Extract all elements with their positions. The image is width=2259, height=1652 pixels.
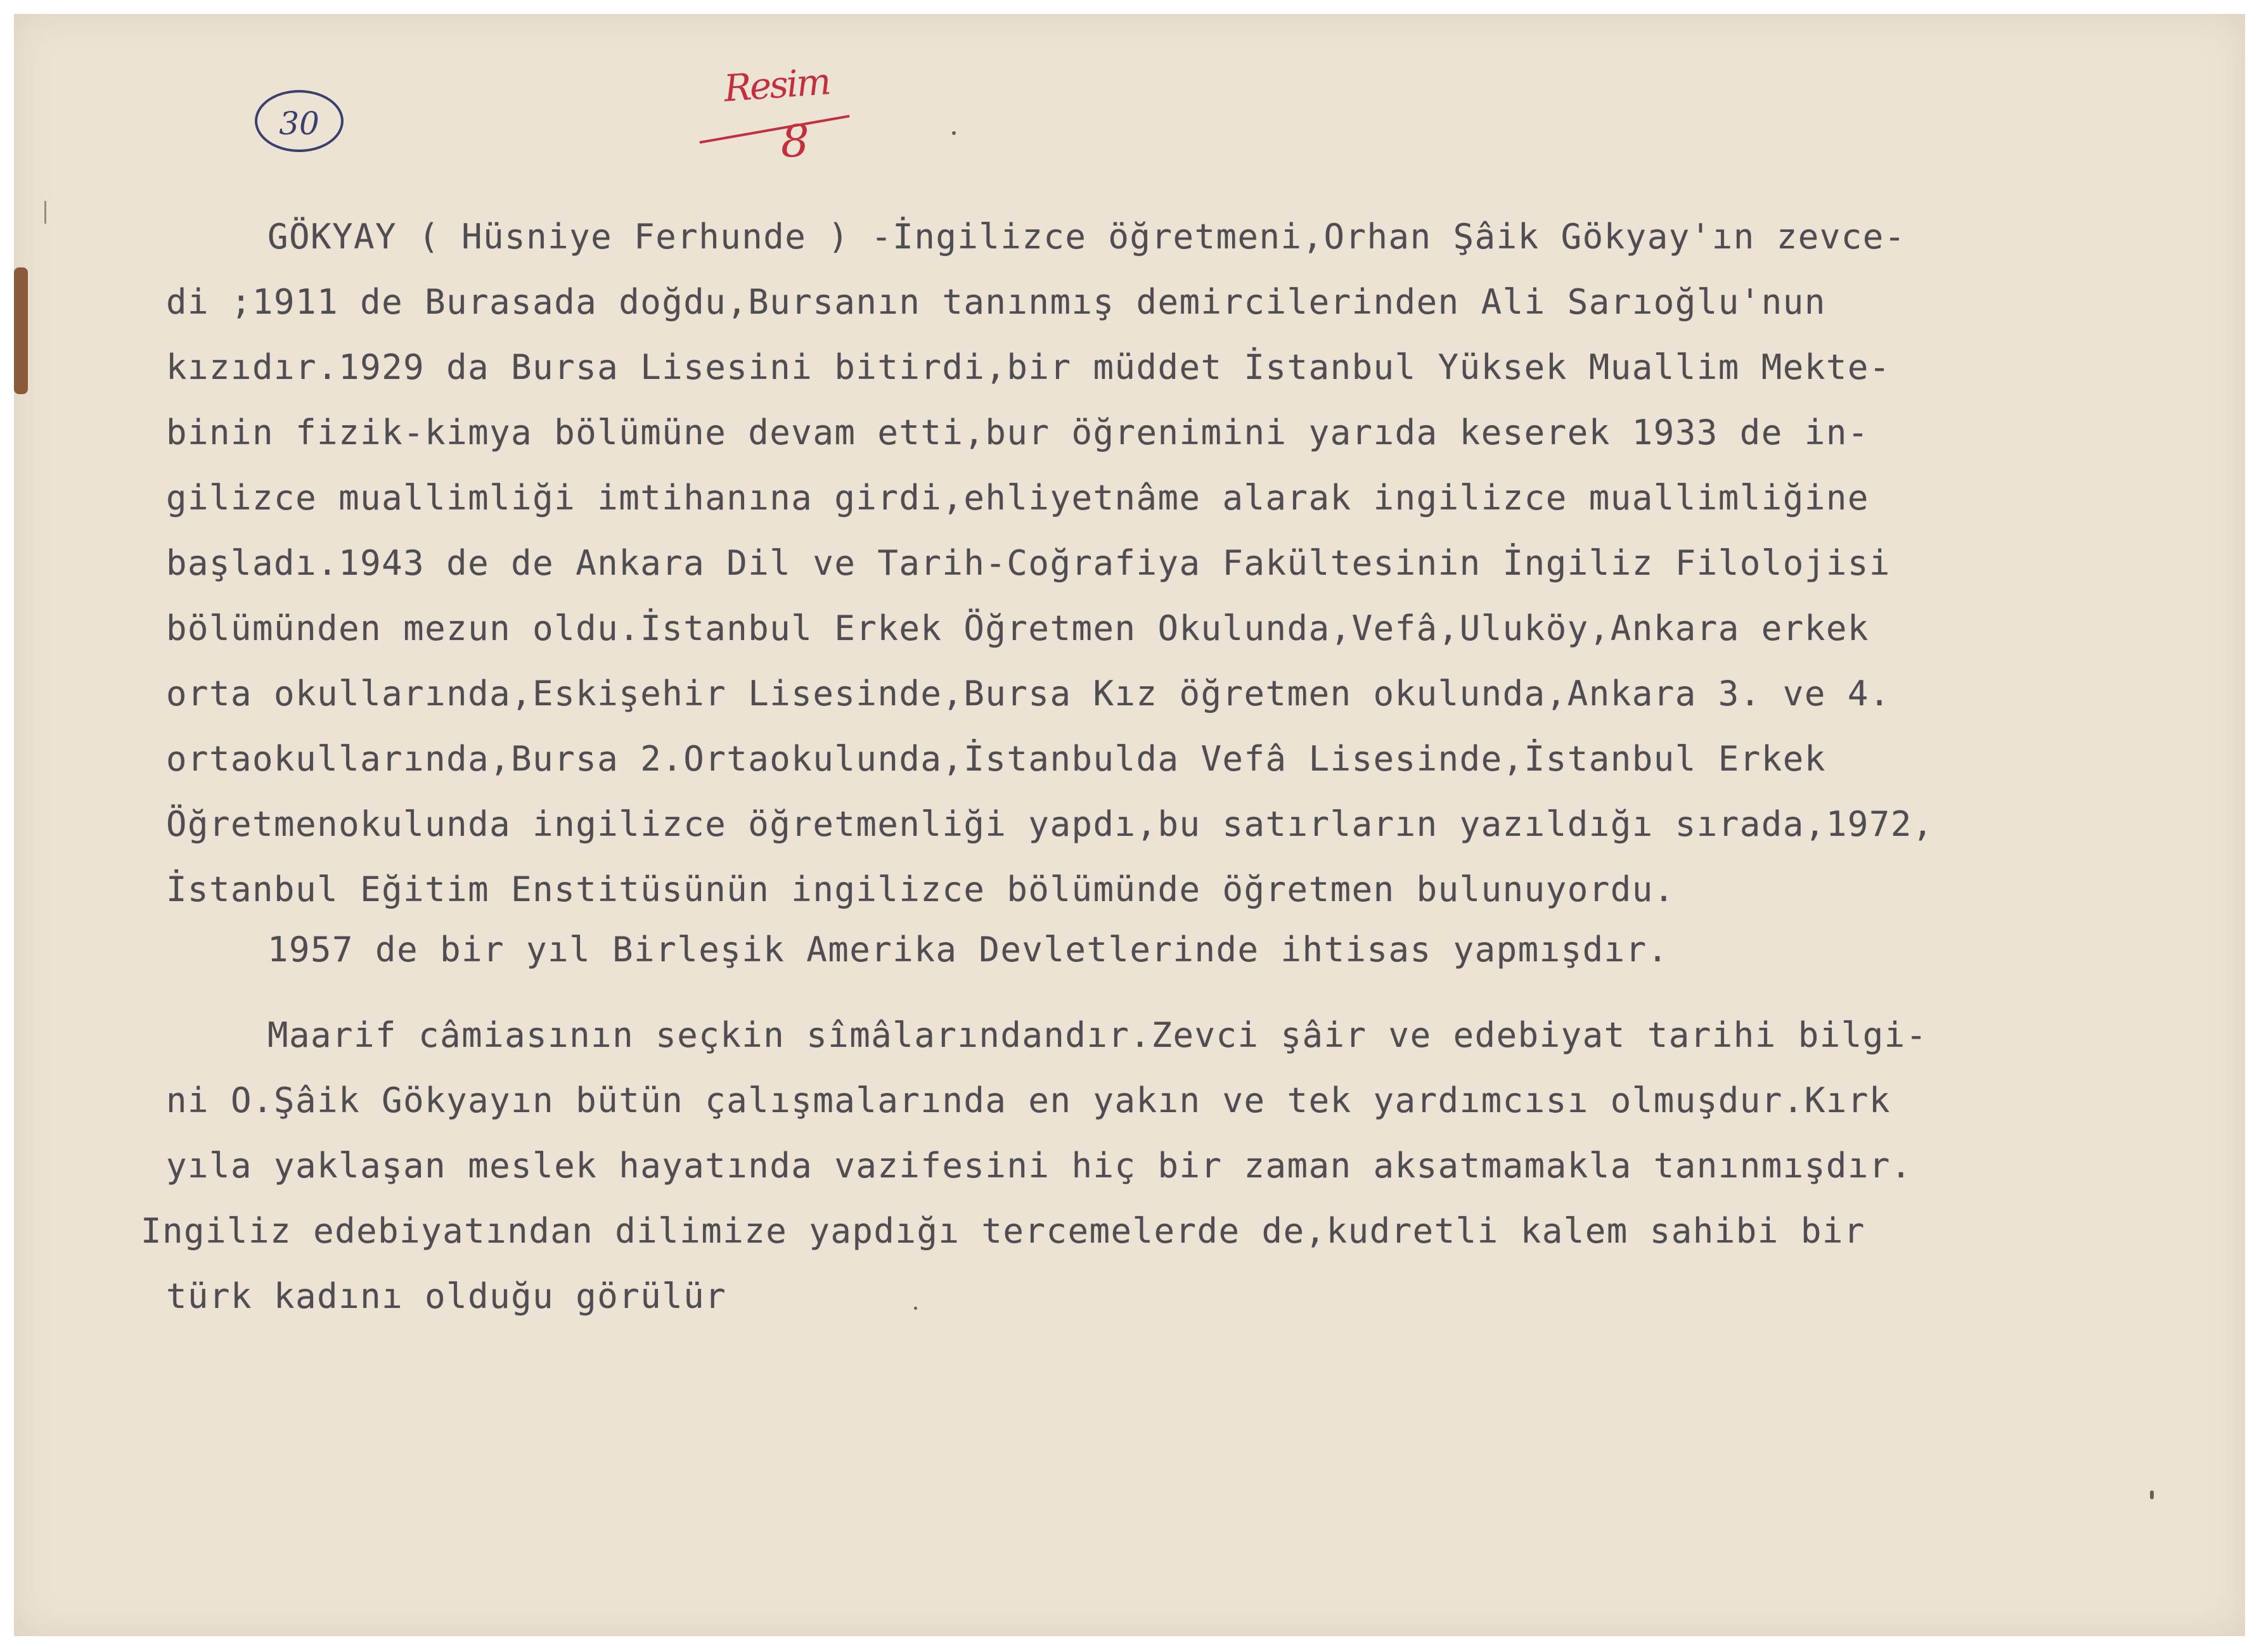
biography-paragraph <box>166 204 2245 922</box>
tribute-paragraph <box>141 1002 2245 1329</box>
text-line: bölümünden mezun oldu.İstanbul Erkek Öğretmen Okulunda,Vefâ,Uluköy,Ankara erkek <box>166 608 1869 648</box>
text-line: GÖKYAY ( Hüsniye Ferhunde ) -İngilizce öğretmeni,Orhan Şâik Gökyay'ın zevce- <box>267 217 1906 257</box>
text-line: gilizce muallimliği imtihanına girdi,ehliyetnâme alarak ingilizce muallimliğine <box>166 478 1869 518</box>
text-line: binin fizik-kimya bölümüne devam etti,bur öğrenimini yarıda keserek 1933 de in- <box>166 413 1869 452</box>
text-line: İstanbul Eğitim Enstitüsünün ingilizce bölümünde öğretmen bulunuyordu. <box>166 869 1675 909</box>
circled-page-number: 30 <box>255 90 344 152</box>
text-line: türk kadını olduğu görülür <box>166 1276 727 1316</box>
specialization-paragraph <box>166 917 2245 982</box>
paper-speck <box>914 1307 917 1310</box>
paper-sheet <box>14 14 2245 1636</box>
text-line: başladı.1943 de de Ankara Dil ve Tarih-Coğrafiya Fakültesinin İngiliz Filolojisi <box>166 543 1891 583</box>
paper-speck <box>2150 1490 2154 1499</box>
text-line: yıla yaklaşan meslek hayatında vazifesini hiç bir zaman aksatmamakla tanınmışdır. <box>166 1146 1912 1186</box>
text-line: ortaokullarında,Bursa 2.Ortaokulunda,İstanbulda Vefâ Lisesinde,İstanbul Erkek <box>166 739 1826 779</box>
text-line: ni O.Şâik Gökyayın bütün çalışmalarında en yakın ve tek yardımcısı olmuşdur.Kırk <box>166 1080 1891 1120</box>
text-line: orta okullarında,Eskişehir Lisesinde,Bursa Kız öğretmen okulunda,Ankara 3. ve 4. <box>166 674 1891 714</box>
text-line: Öğretmenokulunda ingilizce öğretmenliği yapdı,bu satırların yazıldığı sırada,1972, <box>166 804 1934 844</box>
text-line: Ingiliz edebiyatından dilimize yapdığı tercemelerde de,kudretli kalem sahibi bir <box>141 1211 1865 1251</box>
paper-speck <box>952 131 956 135</box>
handwritten-annotation-number: 8 <box>781 115 809 167</box>
text-line: 1957 de bir yıl Birleşik Amerika Devletlerinde ihtisas yapmışdır. <box>267 930 1669 970</box>
annotation-fraction-line <box>699 115 849 144</box>
text-line: kızıdır.1929 da Bursa Lisesini bitirdi,bir müddet İstanbul Yüksek Muallim Mekte- <box>166 347 1891 387</box>
text-line: di ;1911 de Burasada doğdu,Bursanın tanınmış demircilerinden Ali Sarıoğlu'nun <box>166 282 1826 322</box>
binding-mark <box>14 267 28 394</box>
text-line: Maarif câmiasının seçkin sîmâlarındandır.Zevci şâir ve edebiyat tarihi bilgi- <box>267 1015 1928 1055</box>
margin-tick <box>44 201 46 224</box>
handwritten-annotation-word: Resim <box>722 60 831 110</box>
